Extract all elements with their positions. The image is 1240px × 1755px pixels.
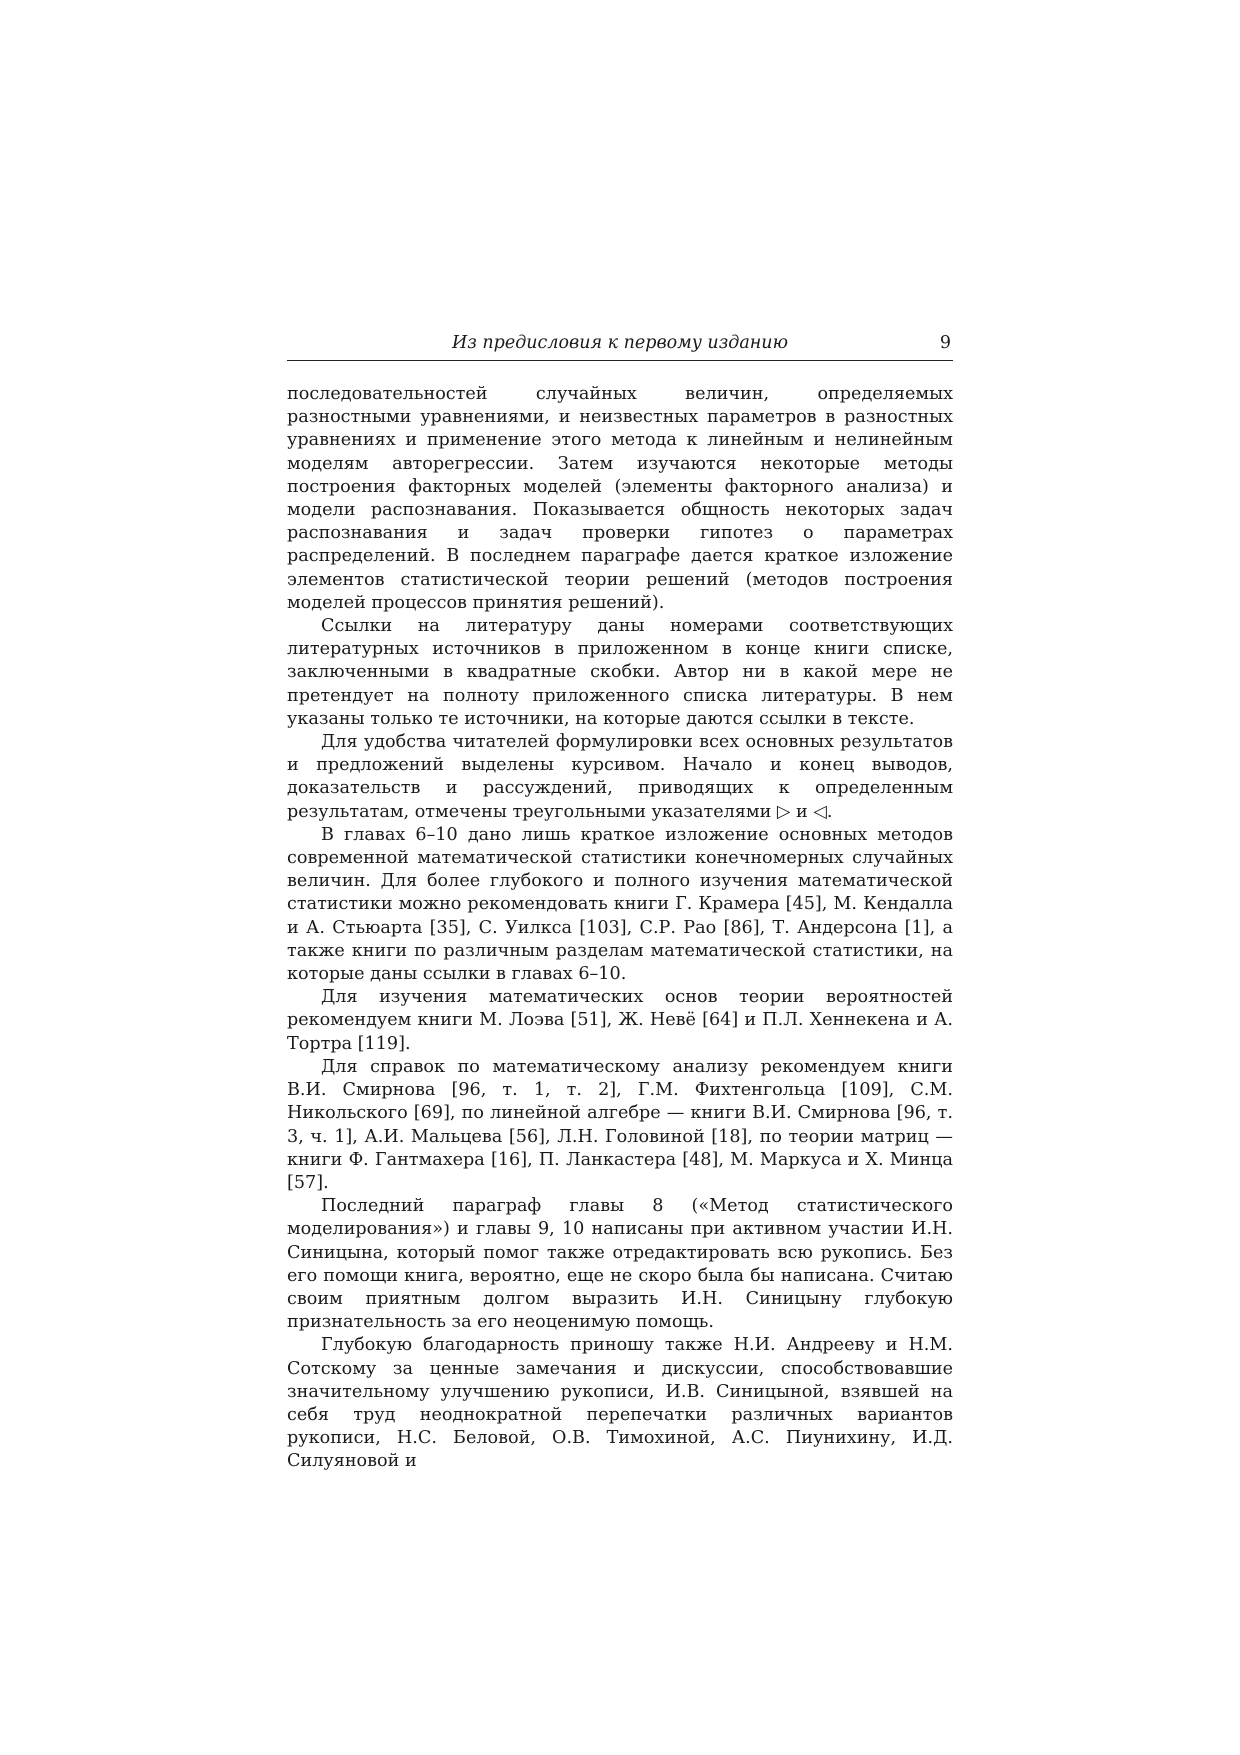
paragraph-coauthor: Последний параграф главы 8 («Метод статистического моделирования») и главы 9, 10 написаны при активном участии И.Н. Синицына, который помог также отредактировать всю рукопись. Без его помощи книга, вероятно, еще не скоро была бы написана. Считаю своим приятным долгом выразить И.Н. Синицыну глубокую признательность за его неоценимую помощь. [287,1196,953,1333]
paragraph-continuation: последовательностей случайных величин, определяемых разностными уравнениями, и неизвестных параметров в разностных уравнениях и применение этого метода к линейным и нелинейным моделям авторегрессии. Затем изучаются некоторые методы построения факторных моделей (элементы факторного анализа) и модели распознавания. Показывается общность некоторых задач распознавания и задач проверки гипотез о параметрах распределений. В последнем параграфе дается краткое изложение элементов статистической теории решений (методов построения моделей процессов принятия решений). [287,384,953,613]
text-body [287,383,953,1474]
paragraph-references: Ссылки на литературу даны номерами соответствующих литературных источников в приложенном в конце книги списке, заключенными в квадратные скобки. Автор ни в какой мере не претендует на полноту приложенного списка литературы. В нем указаны только те источники, на которые даются ссылки в тексте. [287,616,953,729]
paragraph-formatting: Для удобства читателей формулировки всех основных результатов и предложений выделены курсивом. Начало и конец выводов, доказательств и рассуждений, приводящих к определенным результатам, отмечены треугольными указателями ▷ и ◁. [287,732,953,822]
paragraph-chapters-6-10: В главах 6–10 дано лишь краткое изложение основных методов современной математической статистики конечномерных случайных величин. Для более глубокого и полного изучения математической статистики можно рекомендовать книги Г. Крамера [45], М. Кендалла и А. Стьюарта [35], С. Уилкса [103], С.Р. Рао [86], Т. Андерсона [1], а также книги по различным разделам математической статистики, на которые даны ссылки в главах 6–10. [287,824,953,985]
paragraph-analysis-books: Для справок по математическому анализу рекомендуем книги В.И. Смирнова [96, т. 1, т. 2], Г.М. Фихтенгольца [109], С.М. Никольского [69], по линейной алгебре — книги В.И. Смирнова [96, т. 3, ч. 1], А.И. Мальцева [56], Л.Н. Головиной [18], по теории матриц — книги Ф. Гантмахера [16], П. Ланкастера [48], М. Маркуса и Х. Минца [57]. [287,1056,953,1193]
running-title: Из предисловия к первому изданию [452,333,788,353]
page-number: 9 [939,333,951,353]
paragraph-acknowledgements: Глубокую благодарность приношу также Н.И. Андрееву и Н.М. Сотскому за ценные замечания и дискуссии, способствовавшие значительному улучшению рукописи, И.В. Синицыной, взявшей на себя труд неоднократной перепечатки различных вариантов рукописи, Н.С. Беловой, О.В. Тимохиной, А.С. Пиунихину, И.Д. Силуяновой и [287,1335,953,1472]
page-header [287,330,953,361]
paragraph-probability-books: Для изучения математических основ теории вероятностей рекомендуем книги М. Лоэва [51], Ж. Невё [64] и П.Л. Хеннекена и А. Тортра [119]. [287,987,953,1054]
